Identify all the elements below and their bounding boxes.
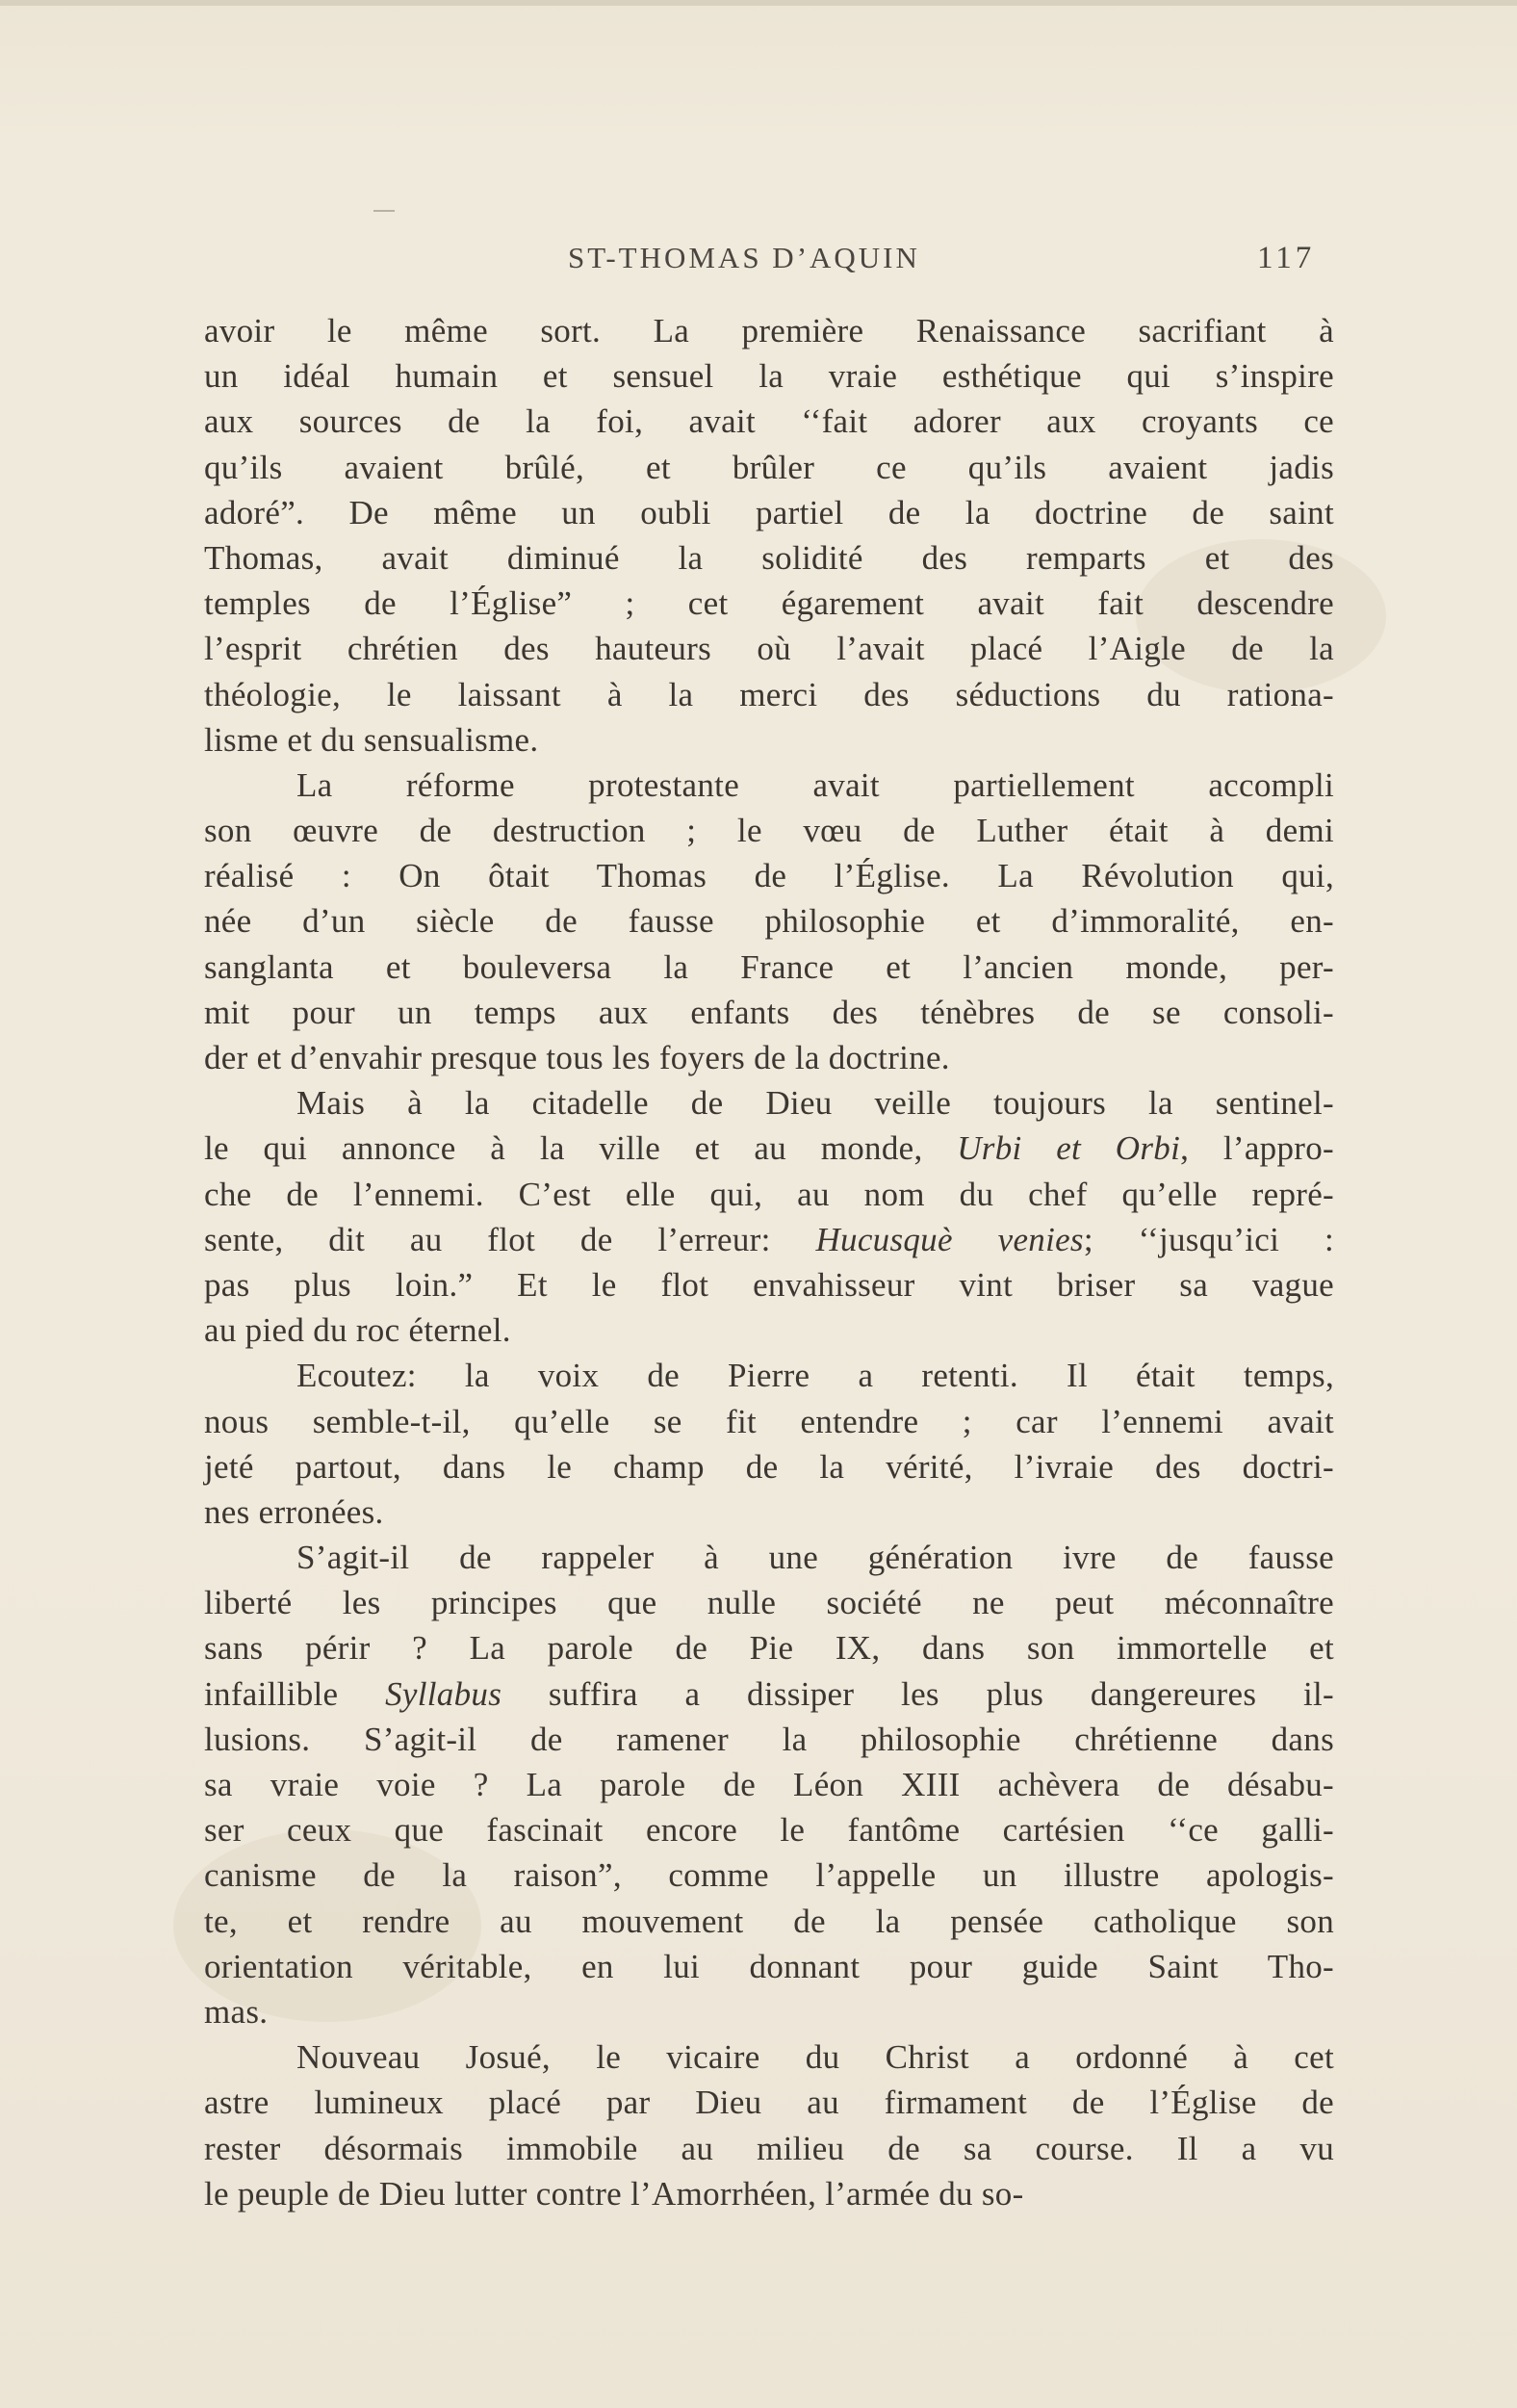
text-line: son œuvre de destruction ; le vœu de Luther était à demi <box>204 812 1334 850</box>
text-line: der et d’envahir presque tous les foyers de la doctrine. <box>204 1039 950 1076</box>
text-line: un idéal humain et sensuel la vraie esthétique qui s’inspire <box>204 357 1334 396</box>
text-line: nous semble-t-il, qu’elle se fit entendre ; car l’ennemi avait <box>204 1402 1334 1440</box>
paragraph <box>204 1353 1334 1535</box>
text-line: au pied du roc éternel. <box>204 1311 511 1350</box>
text-line: théologie, le laissant à la merci des séductions du rationa- <box>204 675 1334 713</box>
text-line: le peuple de Dieu lutter contre l’Amorrhéen, l’armée du so- <box>204 2174 1024 2213</box>
italic-phrase: Syllabus <box>385 1674 502 1713</box>
text-line: jeté partout, dans le champ de la vérité, l’ivraie des doctri- <box>204 1447 1334 1486</box>
text-line: l’esprit chrétien des hauteurs où l’avait placé l’Aigle de la <box>204 630 1334 668</box>
text-line: ser ceux que fascinait encore le fantôme cartésien ‘‘ce galli- <box>204 1811 1334 1850</box>
text-line: La réforme protestante avait partiellement accompli <box>296 765 1334 804</box>
text-line: sanglanta et bouleversa la France et l’ancien monde, per- <box>204 947 1334 986</box>
text-line: S’agit-il de rappeler à une génération ivre de fausse <box>296 1539 1334 1577</box>
text-line: liberté les principes que nulle société ne peut méconnaître <box>204 1584 1334 1622</box>
text-line: qu’ils avaient brûlé, et brûler ce qu’ils avaient jadis <box>204 448 1334 486</box>
body-text <box>204 308 1334 2216</box>
text-line: née d’un siècle de fausse philosophie et d’immoralité, en- <box>204 902 1334 941</box>
text-line: canisme de la raison”, comme l’appelle un illustre apologis- <box>204 1856 1334 1895</box>
text-line: Nouveau Josué, le vicaire du Christ a ordonné à cet <box>296 2038 1334 2077</box>
text-line: Thomas, avait diminué la solidité des remparts et des <box>204 538 1334 577</box>
text-line: avoir le même sort. La première Renaissance sacrifiant à <box>204 312 1334 350</box>
text-line: lusions. S’agit-il de ramener la philosophie chrétienne dans <box>204 1720 1334 1758</box>
italic-phrase: Hucusquè venies <box>815 1220 1084 1258</box>
text-line: infaillible Syllabus suffira a dissiper les plus dangereures il- <box>204 1674 1334 1713</box>
text-line: sente, dit au flot de l’erreur: Hucusquè venies; ‘‘jusqu’ici : <box>204 1220 1334 1258</box>
text-line: lisme et du sensualisme. <box>204 720 539 759</box>
paragraph <box>204 763 1334 1080</box>
paragraph <box>204 1080 1334 1353</box>
paragraph <box>204 2034 1334 2216</box>
text-line: pas plus loin.” Et le flot envahisseur vint briser sa vague <box>204 1265 1334 1304</box>
text-line: astre lumineux placé par Dieu au firmament de l’Église de <box>204 2084 1334 2122</box>
text-line: mit pour un temps aux enfants des ténèbres de se consoli- <box>204 993 1334 1031</box>
paragraph <box>204 1535 1334 2034</box>
text-line: réalisé : On ôtait Thomas de l’Église. La Révolution qui, <box>204 857 1334 895</box>
text-line: nes erronées. <box>204 1492 384 1531</box>
text-line: mas. <box>204 1992 269 2031</box>
text-line: aux sources de la foi, avait ‘‘fait adorer aux croyants ce <box>204 402 1334 441</box>
page-number: 117 <box>1257 241 1316 275</box>
paragraph <box>204 308 1334 763</box>
text-line: Mais à la citadelle de Dieu veille toujours la sentinel- <box>296 1084 1334 1123</box>
text-line: che de l’ennemi. C’est elle qui, au nom du chef qu’elle repré- <box>204 1175 1334 1213</box>
text-line: le qui annonce à la ville et au monde, Urbi et Orbi, l’appro- <box>204 1129 1334 1168</box>
text-line: temples de l’Église” ; cet égarement avait fait descendre <box>204 584 1334 623</box>
text-line: sans périr ? La parole de Pie IX, dans son immortelle et <box>204 1629 1334 1668</box>
italic-phrase: Urbi et Orbi <box>957 1129 1181 1168</box>
running-title: ST-THOMAS D’AQUIN <box>568 241 920 274</box>
text-line: Ecoutez: la voix de Pierre a retenti. Il était temps, <box>296 1357 1334 1395</box>
text-line: adoré”. De même un oubli partiel de la doctrine de saint <box>204 493 1334 531</box>
running-head <box>0 241 1517 279</box>
text-line: sa vraie voie ? La parole de Léon XIII achèvera de désabu- <box>204 1766 1334 1803</box>
text-line: te, et rendre au mouvement de la pensée catholique son <box>204 1902 1334 1940</box>
page-top-edge <box>0 0 1517 6</box>
text-line: orientation véritable, en lui donnant pour guide Saint Tho- <box>204 1947 1334 1985</box>
print-mark <box>373 210 395 212</box>
text-line: rester désormais immobile au milieu de sa course. Il a vu <box>204 2129 1334 2167</box>
